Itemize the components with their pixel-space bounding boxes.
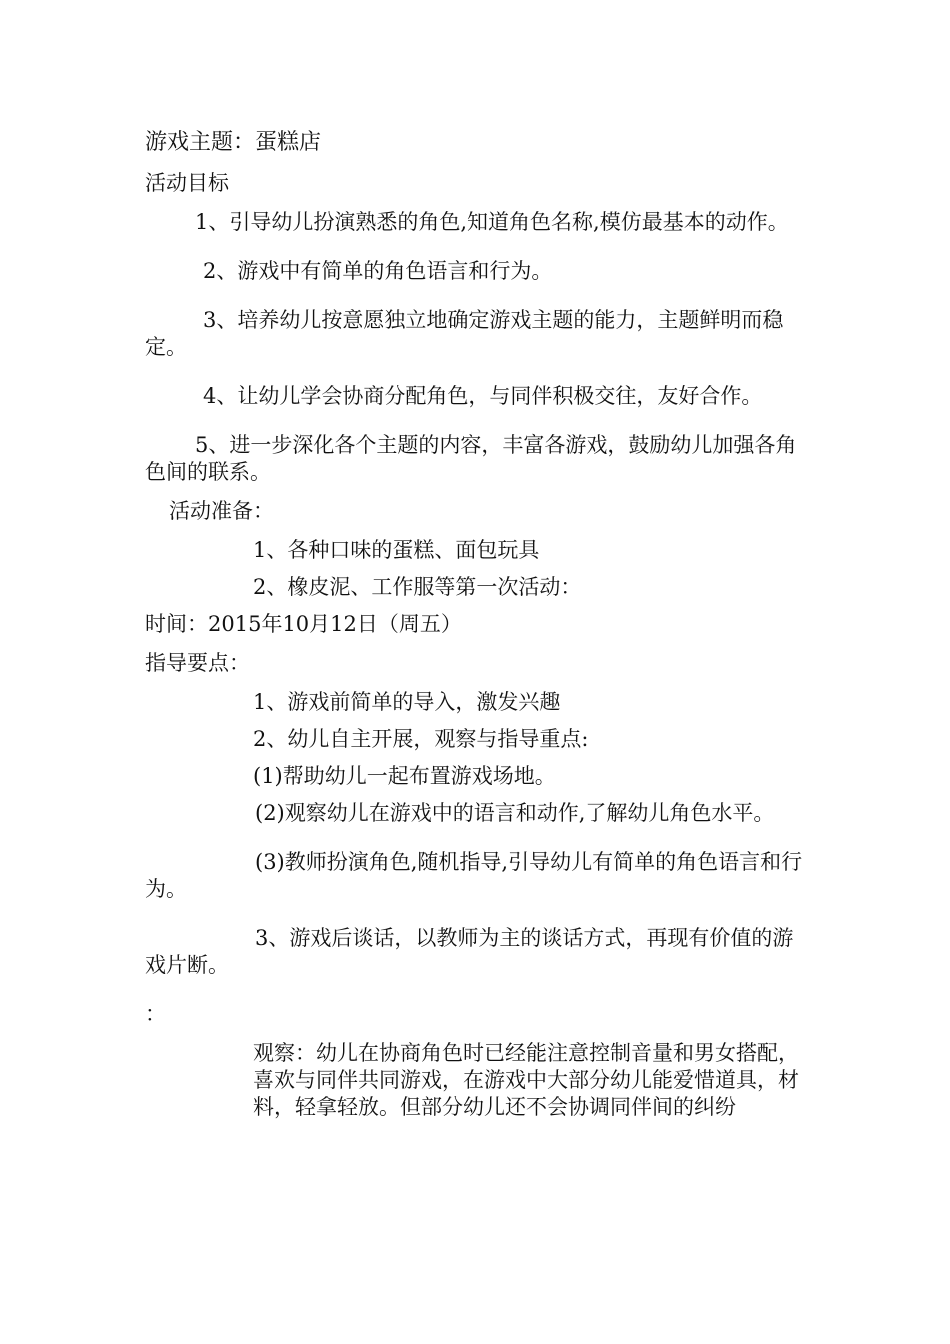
document-title: 游戏主题：蛋糕店	[145, 130, 322, 155]
document-body	[145, 128, 805, 1133]
guide-item-5: (3)教师扮演角色,随机指导,引导幼儿有简单的角色语言和行为。	[145, 850, 803, 901]
prep-heading: 活动准备：	[169, 499, 274, 523]
prep-item-2: 2、橡皮泥、工作服等第一次活动：	[253, 575, 582, 599]
guide-item-4: (2)观察幼儿在游戏中的语言和动作,了解幼儿角色水平。	[255, 801, 775, 825]
time-line: 时间：2015年10月12日（周五）	[145, 612, 462, 636]
guide-item-3: (1)帮助幼儿一起布置游戏场地。	[253, 764, 556, 788]
goal-item-4: 4、让幼儿学会协商分配角色，与同伴积极交往，友好合作。	[203, 384, 763, 408]
guide-item-2: 2、幼儿自主开展，观察与指导重点:	[253, 727, 589, 751]
guide-heading: 指导要点：	[145, 651, 250, 675]
observation-paragraph: 观察：幼儿在协商角色时已经能注意控制音量和男女搭配，喜欢与同伴共同游戏，在游戏中大部分幼儿能爱惜道具，材料，轻拿轻放。但部分幼儿还不会协调同伴间的纠纷	[253, 1041, 799, 1119]
guide-item-6: 3、游戏后谈话，以教师为主的谈话方式，再现有价值的游戏片断。	[145, 926, 794, 977]
goal-item-1: 1、引导幼儿扮演熟悉的角色,知道角色名称,模仿最基本的动作。	[195, 210, 789, 234]
colon-line: ：	[145, 1002, 166, 1026]
guide-item-1: 1、游戏前简单的导入，激发兴趣	[253, 690, 561, 714]
prep-item-1: 1、各种口味的蛋糕、面包玩具	[253, 538, 540, 562]
goals-heading: 活动目标	[145, 171, 229, 195]
goal-item-2: 2、游戏中有简单的角色语言和行为。	[203, 259, 553, 283]
goal-item-3: 3、培养幼儿按意愿独立地确定游戏主题的能力，主题鲜明而稳定。	[145, 308, 784, 359]
goal-item-5: 5、进一步深化各个主题的内容，丰富各游戏，鼓励幼儿加强各角色间的联系。	[145, 433, 797, 484]
